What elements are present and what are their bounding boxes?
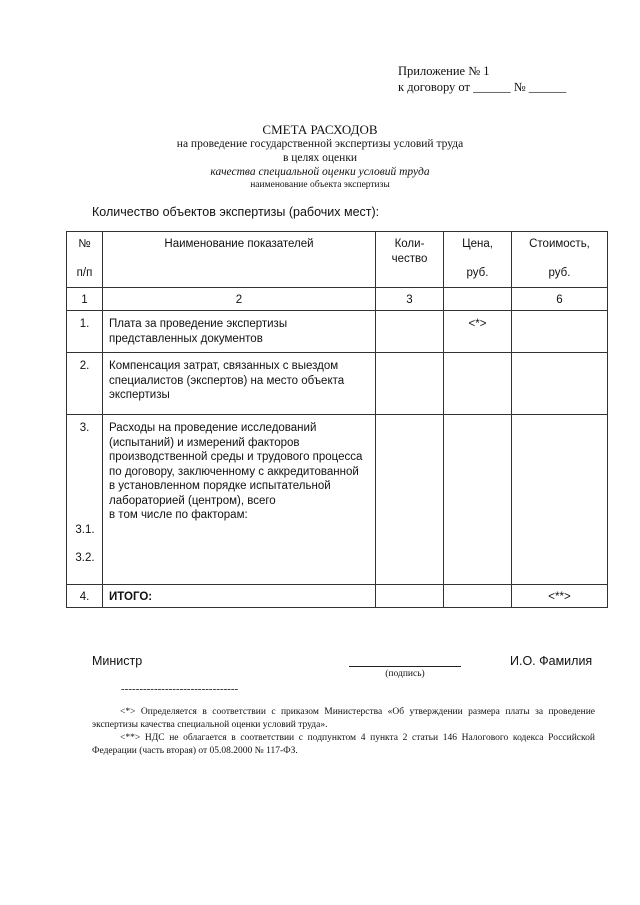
row-price: <*> (444, 311, 512, 353)
header-cost-top: Стоимость, (529, 238, 590, 250)
footnote-1: <*> Определяется в соответствии с приказом Министерства «Об утверждении размера платы за проведение экспертизы качества специальной оценки условий труда». (92, 707, 595, 730)
subrow-number-2: 3.2. (75, 552, 95, 564)
row-price (444, 353, 512, 415)
header-cost (512, 232, 608, 288)
appendix-line-1: Приложение № 1 (398, 64, 490, 78)
header-price-bottom: руб. (466, 266, 489, 279)
appendix-header (398, 63, 566, 95)
subrow-number-1: 3.1. (75, 524, 95, 536)
column-number (444, 288, 512, 311)
title-subline-4: наименование объекта экспертизы (250, 180, 390, 190)
total-label: ИТОГО: (103, 585, 376, 608)
column-number: 3 (376, 288, 444, 311)
title-subline-2: в целях оценки (282, 152, 358, 164)
header-num (67, 232, 103, 288)
column-number-row (67, 288, 608, 311)
title-subline-1: на проведение государственной экспертизы условий труда (176, 138, 464, 150)
row-name: Плата за проведение экспертизы представленных документов (103, 311, 376, 353)
signer-name: И.О. Фамилия (510, 654, 593, 668)
row-cost (512, 311, 608, 353)
total-cost: <**> (512, 585, 608, 608)
table-row (67, 415, 608, 585)
row-cost (512, 353, 608, 415)
appendix-line-2: к договору от ______ № ______ (398, 80, 567, 94)
header-qty: Коли- чество (376, 232, 444, 288)
signature-caption: (подпись) (385, 669, 425, 679)
row-name: Компенсация затрат, связанных с выездом специалистов (экспертов) на место объекта экспертизы (103, 353, 376, 415)
row-number: 2. (67, 353, 103, 415)
row-number: 4. (67, 585, 103, 608)
footnote-separator: -------------------------------- (121, 683, 239, 695)
row-number: 1. (67, 311, 103, 353)
table-header-row (67, 232, 608, 288)
column-number: 6 (512, 288, 608, 311)
object-count-label: Количество объектов экспертизы (рабочих мест): (92, 205, 380, 219)
row-price (444, 585, 512, 608)
header-cost-bottom: руб. (548, 266, 571, 279)
footnote-2: <**> НДС не облагается в соответствии с подпунктом 4 пункта 2 статьи 146 Налогового кодекса Российской Федерации (часть вторая) от 05.08.2000 № 117-ФЗ. (92, 733, 595, 756)
document-title: СМЕТА РАСХОДОВ (262, 122, 378, 137)
header-num-top: № (78, 238, 91, 250)
table-row (67, 311, 608, 353)
signature-line (349, 666, 461, 667)
row-price (444, 415, 512, 585)
table-row (67, 353, 608, 415)
row-name: Расходы на проведение исследований (испытаний) и измерений факторов производственной среды и трудового процесса по договору, заключенному с аккредитованной в установленном порядке испытательной лабораторией (центром), всего в том числе по факторам: (103, 415, 376, 585)
header-price-top: Цена, (462, 238, 493, 250)
row-qty (376, 311, 444, 353)
row-number-cell (67, 415, 103, 585)
row-qty (376, 585, 444, 608)
row-number: 3. (79, 422, 90, 434)
column-number: 1 (67, 288, 103, 311)
signer-position: Министр (92, 654, 143, 668)
title-subline-3: качества специальной оценки условий труда (210, 166, 430, 178)
column-number: 2 (103, 288, 376, 311)
row-cost (512, 415, 608, 585)
header-price (444, 232, 512, 288)
estimate-table (66, 231, 608, 608)
header-name: Наименование показателей (103, 232, 376, 288)
total-row (67, 585, 608, 608)
header-num-bottom: п/п (76, 266, 93, 279)
row-qty (376, 415, 444, 585)
row-qty (376, 353, 444, 415)
